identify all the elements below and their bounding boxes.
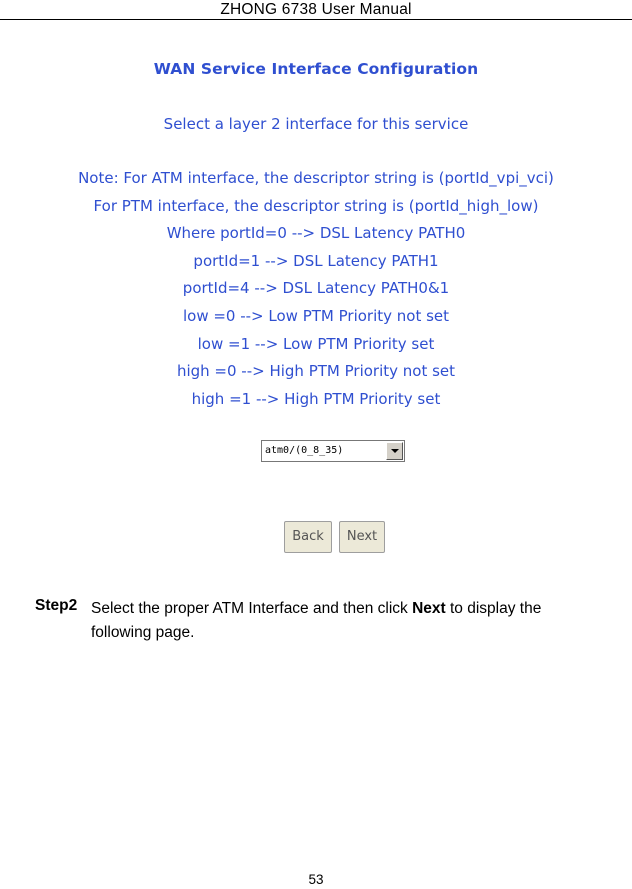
note-line: portId=4 --> DSL Latency PATH0&1: [182, 279, 450, 297]
note-line: high =0 --> High PTM Priority not set: [176, 362, 456, 380]
step-text-bold: Next: [412, 600, 446, 617]
chevron-down-icon[interactable]: [386, 442, 403, 460]
step-text-after: to display the following page.: [91, 600, 542, 641]
note-line: Where portId=0 --> DSL Latency PATH0: [166, 224, 466, 242]
manual-title: ZHONG 6738 User Manual: [220, 1, 412, 18]
note-line: portId=1 --> DSL Latency PATH1: [193, 252, 439, 270]
note-line: high =1 --> High PTM Priority set: [191, 390, 441, 408]
page-number: 53: [308, 872, 324, 887]
back-button[interactable]: Back: [284, 521, 332, 553]
step-text: [91, 597, 591, 645]
next-button[interactable]: Next: [339, 521, 385, 553]
note-line: For PTM interface, the descriptor string is (portId_high_low): [93, 197, 539, 215]
page-subtitle: Select a layer 2 interface for this service: [163, 115, 469, 133]
interface-select-value: atm0/(0_8_35): [265, 445, 344, 456]
interface-select[interactable]: [261, 440, 405, 462]
wan-config-screenshot: [0, 48, 632, 568]
note-line: low =0 --> Low PTM Priority not set: [182, 307, 450, 325]
step-label: Step2: [35, 597, 78, 614]
step-text-before: Select the proper ATM Interface and then click: [91, 600, 413, 617]
note-line: Note: For ATM interface, the descriptor string is (portId_vpi_vci): [78, 169, 554, 187]
note-line: low =1 --> Low PTM Priority set: [197, 335, 435, 353]
manual-header: [0, 0, 632, 20]
page-title: WAN Service Interface Configuration: [153, 60, 479, 78]
